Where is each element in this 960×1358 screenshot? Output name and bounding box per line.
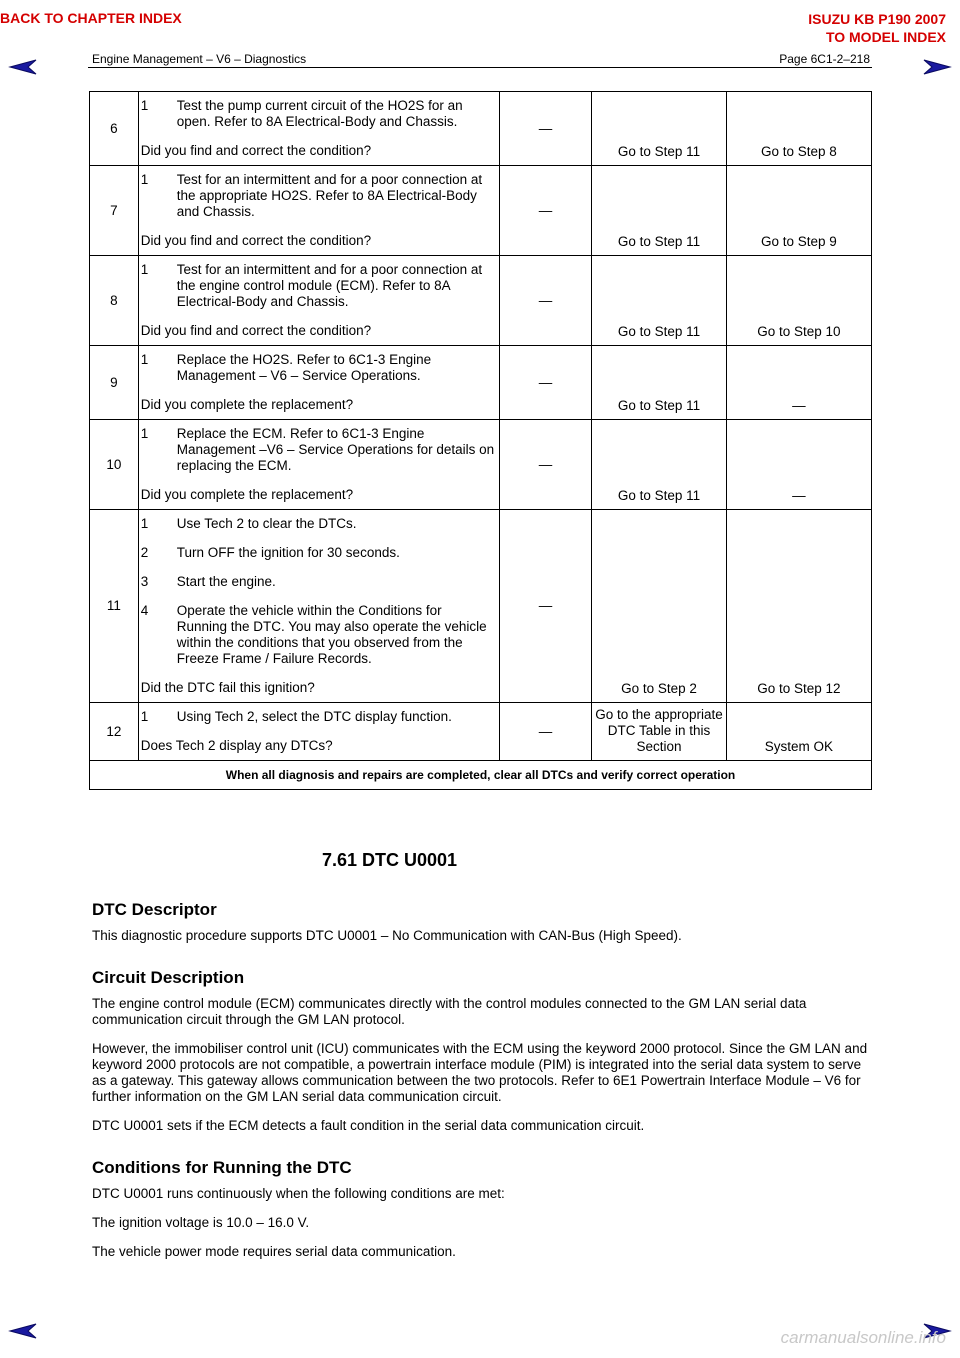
paragraph-circuit-1: The engine control module (ECM) communicates directly with the control modules connected to the GM LAN serial data communication circuit through the GM LAN protocol. xyxy=(92,996,807,1027)
header-divider xyxy=(88,67,872,68)
action-item xyxy=(141,426,495,474)
step-number: 6 xyxy=(90,92,139,166)
value-cell: — xyxy=(499,92,591,166)
back-to-chapter-index-link[interactable]: BACK TO CHAPTER INDEX xyxy=(0,10,182,26)
watermark: carmanualsonline.info xyxy=(780,1328,946,1347)
value-cell: — xyxy=(499,256,591,346)
action-item xyxy=(141,172,495,220)
action-item xyxy=(141,574,495,590)
table-row xyxy=(90,510,872,703)
paragraph-circuit-3: DTC U0001 sets if the ECM detects a fault condition in the serial data communication circuit. xyxy=(92,1118,645,1133)
action-cell xyxy=(138,703,499,761)
action-item-text: Replace the ECM. Refer to 6C1-3 Engine Management –V6 – Service Operations for details on replacing the ECM. xyxy=(176,426,495,473)
next-page-arrow-icon[interactable] xyxy=(922,58,952,76)
step-question: Did the DTC fail this ignition? xyxy=(140,680,315,695)
no-result: — xyxy=(726,346,871,420)
step-question: Did you find and correct the condition? xyxy=(140,323,372,338)
heading-circuit-description: Circuit Description xyxy=(92,968,245,987)
step-question: Did you find and correct the condition? xyxy=(140,233,372,248)
action-cell xyxy=(138,92,499,166)
step-number: 11 xyxy=(90,510,139,703)
value-cell: — xyxy=(499,703,591,761)
action-item-text: Test for an intermittent and for a poor connection at the appropriate HO2S. Refer to 8A Electrical-Body and Chassis. xyxy=(176,172,483,219)
step-number: 10 xyxy=(90,420,139,510)
step-number: 8 xyxy=(90,256,139,346)
diagnostic-steps-table xyxy=(89,91,872,790)
action-item-number: 1 xyxy=(140,352,149,367)
step-number: 7 xyxy=(90,166,139,256)
yes-result: Go to Step 11 xyxy=(592,92,726,166)
step-number: 9 xyxy=(90,346,139,420)
step-question: Did you complete the replacement? xyxy=(140,487,354,502)
table-footer-row xyxy=(90,761,872,790)
value-cell: — xyxy=(499,510,591,703)
action-item-text: Replace the HO2S. Refer to 6C1-3 Engine Management – V6 – Service Operations. xyxy=(176,352,432,383)
action-cell xyxy=(138,256,499,346)
action-item-number: 4 xyxy=(140,603,149,618)
yes-result: Go to Step 11 xyxy=(592,420,726,510)
action-cell xyxy=(138,420,499,510)
heading-conditions: Conditions for Running the DTC xyxy=(92,1158,352,1177)
table-row xyxy=(90,92,872,166)
paragraph-circuit-2: However, the immobiliser control unit (ICU) communicates with the ECM using the keyword 2000 protocol. Since the GM LAN and keyword 2000 protocols are not compatible, a powertrain interface module (PIM) is integrated into the serial data system to serve as a gateway. This gateway allows communication between the two protocols. Refer to 6E1 Powertrain Interface Module – V6 for further information on the GM LAN serial data communication circuit. xyxy=(92,1041,868,1104)
action-item-text: Operate the vehicle within the Conditions for Running the DTC. You may also operate the vehicle within the conditions that you observed from the Freeze Frame / Failure Records. xyxy=(176,603,487,666)
step-number: 12 xyxy=(90,703,139,761)
action-item-number: 1 xyxy=(140,98,149,113)
step-question: Does Tech 2 display any DTCs? xyxy=(140,738,333,753)
action-item-number: 1 xyxy=(140,172,149,187)
header-page-number: Page 6C1-2–218 xyxy=(779,52,870,66)
section-title: 7.61 DTC U0001 xyxy=(322,850,458,870)
action-item-text: Use Tech 2 to clear the DTCs. xyxy=(176,516,357,531)
table-footer-note: When all diagnosis and repairs are completed, clear all DTCs and verify correct operation xyxy=(90,761,872,790)
action-cell xyxy=(138,166,499,256)
value-cell: — xyxy=(499,166,591,256)
yes-result: Go to Step 11 xyxy=(592,256,726,346)
action-item xyxy=(141,98,495,130)
action-item-text: Start the engine. xyxy=(176,574,276,589)
action-item-number: 3 xyxy=(140,574,149,589)
previous-page-arrow-icon[interactable] xyxy=(8,58,38,76)
no-result: System OK xyxy=(726,703,871,761)
heading-dtc-descriptor: DTC Descriptor xyxy=(92,900,217,919)
model-index-link[interactable] xyxy=(808,10,946,46)
paragraph-conditions-2: The ignition voltage is 10.0 – 16.0 V. xyxy=(92,1215,310,1230)
step-question: Did you complete the replacement? xyxy=(140,397,354,412)
table-row xyxy=(90,166,872,256)
table-row xyxy=(90,346,872,420)
model-title-line[interactable]: ISUZU KB P190 2007 xyxy=(808,11,946,27)
action-item xyxy=(141,516,495,532)
value-cell: — xyxy=(499,420,591,510)
paragraph-descriptor: This diagnostic procedure supports DTC U0001 – No Communication with CAN-Bus (High Speed). xyxy=(92,928,682,943)
no-result: Go to Step 9 xyxy=(726,166,871,256)
no-result: Go to Step 10 xyxy=(726,256,871,346)
no-result: Go to Step 12 xyxy=(726,510,871,703)
action-item-number: 1 xyxy=(140,426,149,441)
action-item-number: 1 xyxy=(140,262,149,277)
paragraph-conditions-1: DTC U0001 runs continuously when the following conditions are met: xyxy=(92,1186,505,1201)
action-item-text: Test the pump current circuit of the HO2S for an open. Refer to 8A Electrical-Body and Chassis. xyxy=(176,98,463,129)
no-result: Go to Step 8 xyxy=(726,92,871,166)
table-row xyxy=(90,420,872,510)
action-item xyxy=(141,545,495,561)
yes-result: Go to Step 11 xyxy=(592,166,726,256)
action-item-number: 1 xyxy=(140,516,149,531)
action-item xyxy=(141,262,495,310)
yes-result: Go to Step 11 xyxy=(592,346,726,420)
action-item xyxy=(141,709,495,725)
step-question: Did you find and correct the condition? xyxy=(140,143,372,158)
yes-result: Go to the appropriate DTC Table in this Section xyxy=(592,703,726,761)
action-item-number: 1 xyxy=(140,709,149,724)
table-row xyxy=(90,703,872,761)
model-index-line[interactable]: TO MODEL INDEX xyxy=(825,29,946,45)
action-item-number: 2 xyxy=(140,545,149,560)
section-body xyxy=(92,902,872,1273)
action-item xyxy=(141,603,495,667)
action-item-text: Using Tech 2, select the DTC display function. xyxy=(176,709,452,724)
yes-result: Go to Step 2 xyxy=(592,510,726,703)
no-result: — xyxy=(726,420,871,510)
action-item xyxy=(141,352,495,384)
header-section-title: Engine Management – V6 – Diagnostics xyxy=(92,52,307,66)
action-item-text: Turn OFF the ignition for 30 seconds. xyxy=(176,545,400,560)
value-cell: — xyxy=(499,346,591,420)
action-cell xyxy=(138,510,499,703)
action-cell xyxy=(138,346,499,420)
previous-page-arrow-bottom-icon[interactable] xyxy=(8,1322,38,1340)
table-row xyxy=(90,256,872,346)
action-item-text: Test for an intermittent and for a poor connection at the engine control module (ECM). Refer to 8A Electrical-Body and Chassis. xyxy=(176,262,483,309)
paragraph-conditions-3: The vehicle power mode requires serial data communication. xyxy=(92,1244,456,1259)
